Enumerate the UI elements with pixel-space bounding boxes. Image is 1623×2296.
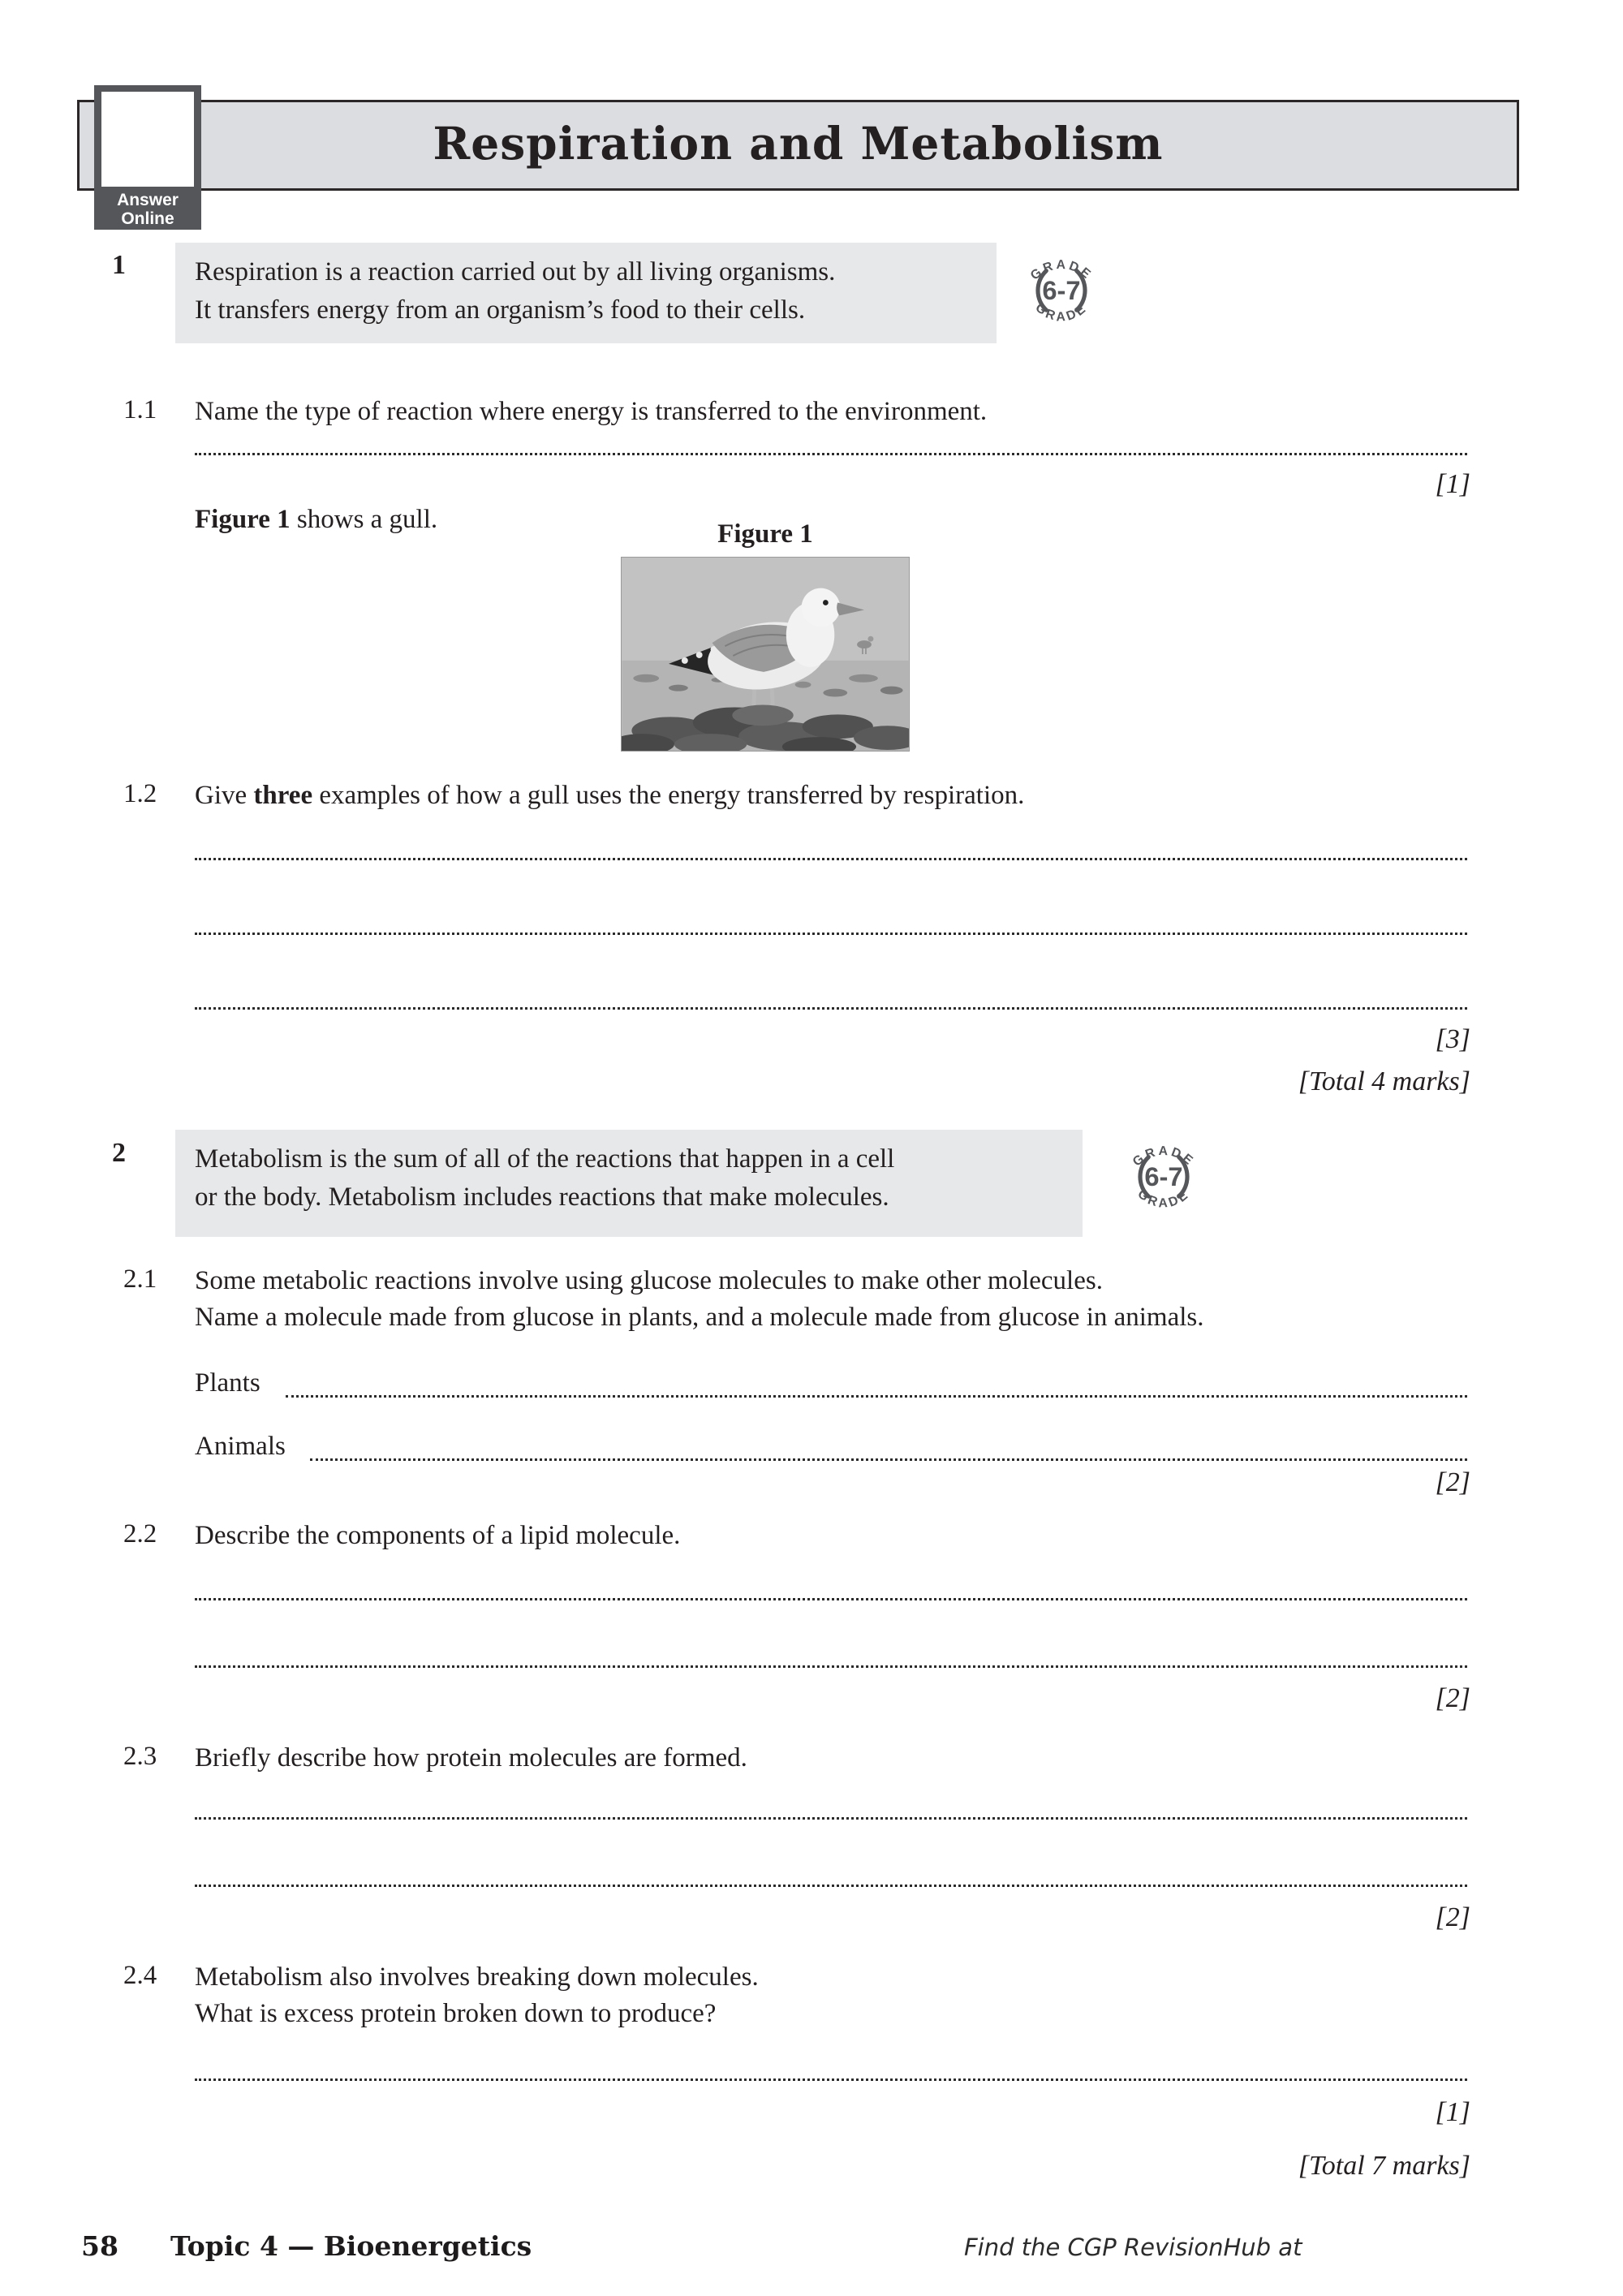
question-1-2-number: 1.2 <box>123 779 157 808</box>
question-2-2-number: 2.2 <box>123 1519 157 1549</box>
marks-1-1: [1] <box>1435 469 1470 499</box>
footer-revisionhub-note: Find the CGP RevisionHub at <box>964 2234 1302 2261</box>
answer-line <box>195 1792 1467 1820</box>
question-1-1-text: Name the type of reaction where energy is transferred to the environment. <box>195 397 988 426</box>
question-2-intro-line2: or the body. Metabolism includes reactions that make molecules. <box>195 1182 889 1212</box>
answer-line <box>195 2053 1467 2081</box>
question-2-3-text: Briefly describe how protein molecules are formed. <box>195 1743 747 1773</box>
figure-1-note <box>195 503 437 536</box>
figure-1-note-rest: shows a gull. <box>290 505 438 534</box>
question-2-number: 2 <box>112 1138 126 1168</box>
answer-line <box>195 1640 1467 1668</box>
question-2-1-number: 2.1 <box>123 1264 157 1294</box>
q1-2-bold: three <box>253 781 313 810</box>
question-2-4-line1: Metabolism also involves breaking down molecules. <box>195 1962 759 1992</box>
total-marks-q1: [Total 4 marks] <box>1298 1066 1470 1096</box>
grade-range: 6-7 <box>1144 1161 1183 1192</box>
grade-range: 6-7 <box>1042 275 1081 306</box>
question-2-1-line2: Name a molecule made from glucose in plants, and a molecule made from glucose in animals. <box>195 1303 1204 1332</box>
gull-illustration <box>622 558 909 751</box>
figure-1-image <box>621 557 910 752</box>
title-banner <box>77 100 1519 191</box>
question-1-2-text <box>195 779 1024 812</box>
answer-line <box>195 1859 1467 1887</box>
question-2-4-number: 2.4 <box>123 1961 157 1990</box>
question-1-number: 1 <box>112 250 126 280</box>
grade-word-bottom: GRADE <box>1032 300 1091 325</box>
question-2-3-number: 2.3 <box>123 1742 157 1771</box>
footer-topic: Topic 4 — Bioenergetics <box>170 2230 532 2262</box>
question-2-2-text: Describe the components of a lipid molecule. <box>195 1521 681 1550</box>
answer-online-line2: Online <box>121 209 174 228</box>
question-1-1-number: 1.1 <box>123 395 157 424</box>
answer-line <box>195 982 1467 1010</box>
answer-line-plants <box>286 1370 1467 1398</box>
answer-line <box>195 1573 1467 1600</box>
page-title: Respiration and Metabolism <box>433 116 1164 170</box>
marks-2-2: [2] <box>1435 1683 1470 1713</box>
question-1-intro-line1: Respiration is a reaction carried out by all living organisms. <box>195 257 836 286</box>
total-marks-q2: [Total 7 marks] <box>1298 2151 1470 2181</box>
answer-online-badge <box>94 85 201 230</box>
answer-line <box>195 907 1467 935</box>
answer-online-line1: Answer <box>117 191 179 209</box>
plants-label: Plants <box>195 1368 260 1398</box>
page-number: 58 <box>81 2230 118 2262</box>
answer-line <box>195 428 1467 455</box>
marks-2-3: [2] <box>1435 1902 1470 1932</box>
grade-word-top: GRADE <box>1027 258 1096 283</box>
question-2-4-line2: What is excess protein broken down to produce? <box>195 1999 717 2028</box>
figure-1-note-bold: Figure 1 <box>195 505 291 534</box>
grade-badge-6-7 <box>1118 1130 1209 1221</box>
answer-checkbox <box>101 92 194 187</box>
grade-badge-6-7 <box>1016 243 1107 334</box>
answer-line-animals <box>310 1433 1467 1461</box>
grade-word-bottom: GRADE <box>1134 1187 1193 1211</box>
question-1-intro-box <box>175 243 997 343</box>
marks-1-2: [3] <box>1435 1024 1470 1054</box>
question-2-1-line1: Some metabolic reactions involve using glucose molecules to make other molecules. <box>195 1266 1103 1295</box>
marks-2-4: [1] <box>1435 2097 1470 2127</box>
answer-online-label <box>94 192 201 228</box>
question-1-intro-line2: It transfers energy from an organism’s food to their cells. <box>195 295 806 325</box>
grade-word-top: GRADE <box>1130 1144 1198 1170</box>
marks-2-1: [2] <box>1435 1467 1470 1497</box>
figure-1-caption: Figure 1 <box>717 519 813 549</box>
q1-2-pre: Give <box>195 781 254 810</box>
animals-label: Animals <box>195 1432 286 1461</box>
question-2-intro-line1: Metabolism is the sum of all of the reactions that happen in a cell <box>195 1144 895 1174</box>
answer-line <box>195 833 1467 860</box>
q1-2-post: examples of how a gull uses the energy transferred by respiration. <box>312 781 1025 810</box>
question-2-intro-box <box>175 1130 1083 1237</box>
